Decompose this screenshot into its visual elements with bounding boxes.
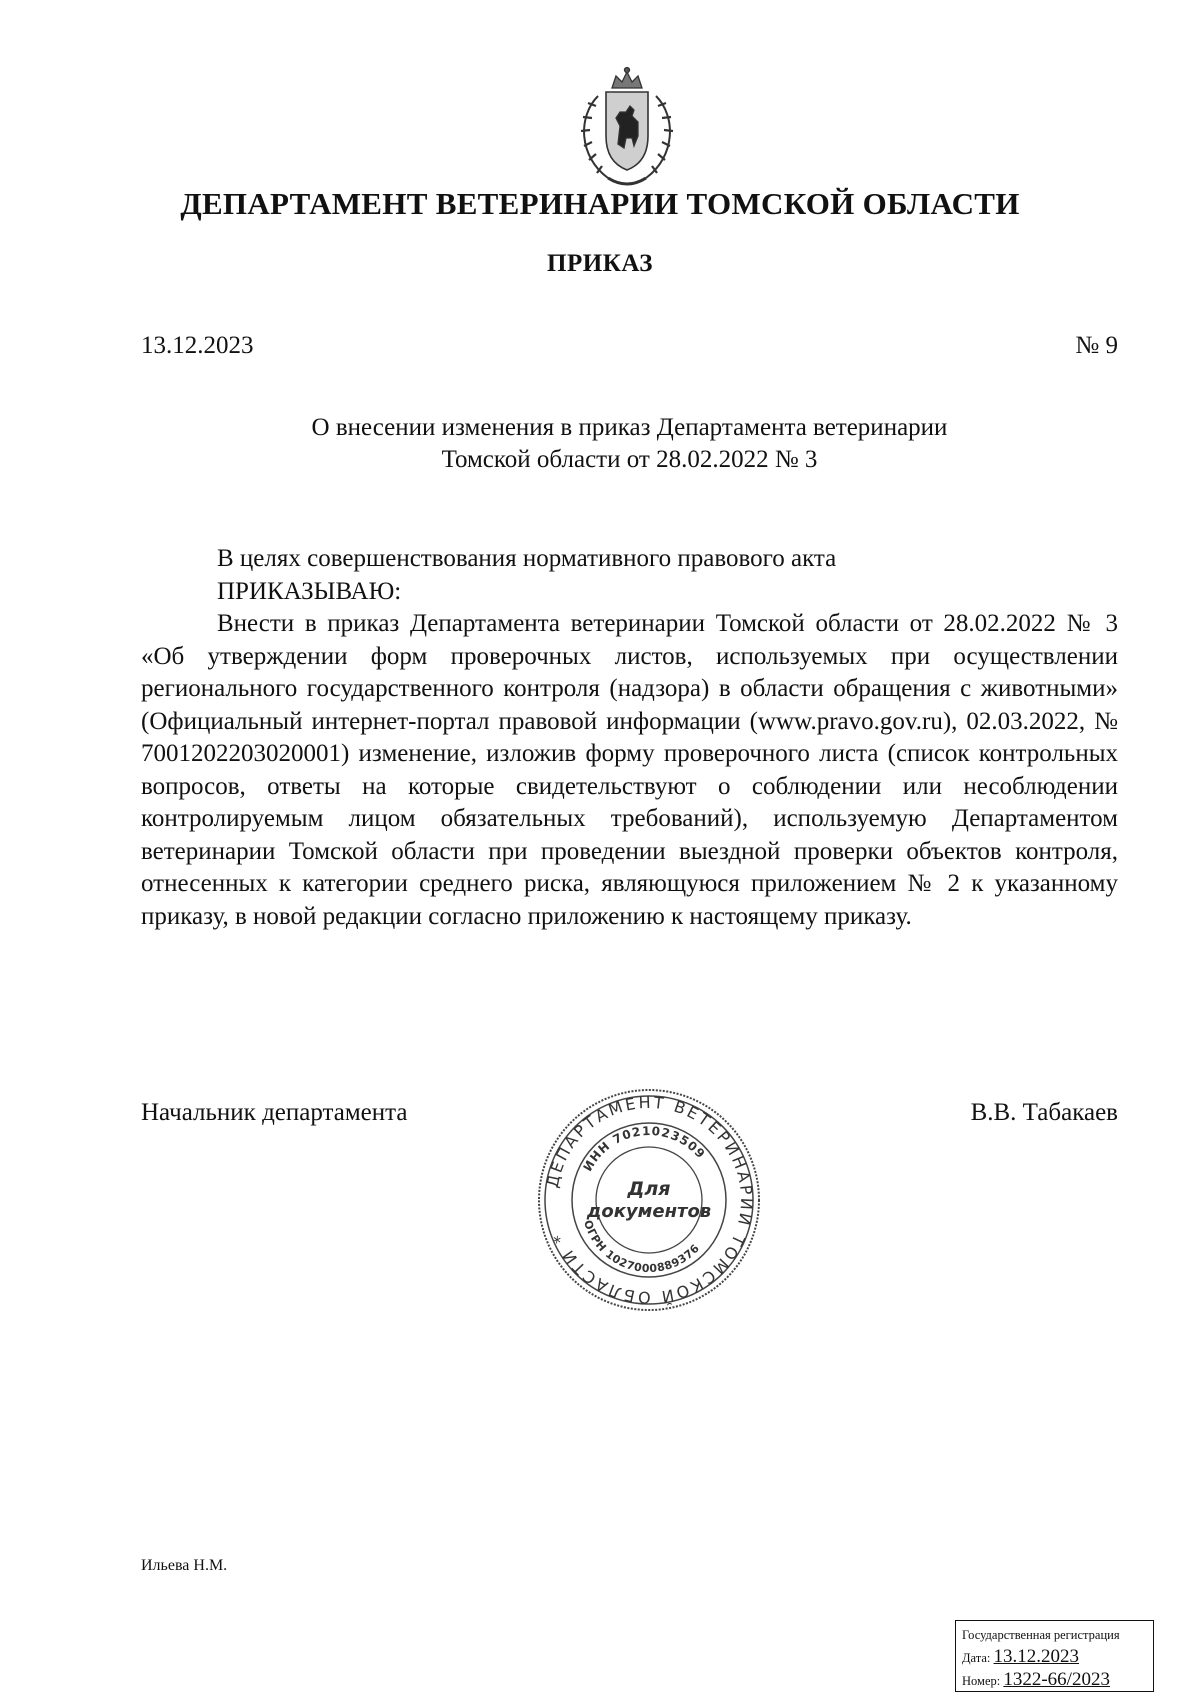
seal-center-line1: Для — [627, 1178, 671, 1200]
subject-line: О внесении изменения в приказ Департамента ветеринарии — [311, 414, 948, 441]
registration-date-row — [962, 1646, 1147, 1669]
tomsk-coat-of-arms-icon — [568, 66, 686, 190]
order-subject — [141, 412, 1118, 476]
signer-name: В.В. Табакаев — [970, 1099, 1118, 1126]
order-body — [141, 543, 1118, 933]
order-number: № 9 — [1075, 332, 1118, 359]
seal-ogrn-text: ОГРН 1027000889376 — [581, 1218, 703, 1276]
registration-title: Государственная регистрация — [962, 1628, 1120, 1642]
main-paragraph: Внести в приказ Департамента ветеринарии Томской области от 28.02.2022 № 3 «Об утверждении форм проверочных листов, используемых при осуществлении регионального государственного контроля (надзора) в области обращения с животными» (Официальный интернет-портал правовой информации (www.pravo.gov.ru), 02.03.2022, № 7001202203020001) изменение, изложив форму проверочного листа (список контрольных вопросов, ответы на которые свидетельствуют о соблюдении или несоблюдении контролируемым лицом обязательных требований), используемую Департаментом ветеринарии Томской области при проведении выездной проверки объектов контроля, отнесенных к категории среднего риска, являющуюся приложением № 2 к указанному приказу, в новой редакции согласно приложению к настоящему приказу. — [141, 610, 1118, 930]
subject-line: Томской области от 28.02.2022 № 3 — [441, 446, 818, 473]
registration-number-label: Номер: — [962, 1674, 1001, 1688]
official-seal — [536, 1087, 762, 1313]
seal-outer-text: ДЕПАРТАМЕНТ ВЕТЕРИНАРИИ ТОМСКОЙ ОБЛАСТИ * — [542, 1092, 757, 1308]
seal-inn-text: ИНН 7021023509 — [580, 1123, 709, 1174]
preamble-paragraph: В целях совершенствования нормативного правового акта — [217, 545, 837, 572]
registration-box — [955, 1620, 1154, 1692]
signer-position: Начальник департамента — [141, 1099, 408, 1126]
registration-number-row — [962, 1669, 1147, 1692]
order-date: 13.12.2023 — [141, 332, 254, 359]
registration-date-label: Дата: — [962, 1651, 991, 1665]
order-word: ПРИКАЗЫВАЮ: — [217, 577, 402, 605]
seal-center-line2: документов — [586, 1201, 712, 1222]
registration-date-value: 13.12.2023 — [993, 1646, 1080, 1667]
executor-name: Ильева Н.М. — [141, 1557, 228, 1574]
department-title: ДЕПАРТАМЕНТ ВЕТЕРИНАРИИ ТОМСКОЙ ОБЛАСТИ — [180, 186, 1020, 221]
registration-number-value: 1322-66/2023 — [1003, 1669, 1110, 1690]
document-type-title: ПРИКАЗ — [547, 250, 653, 277]
